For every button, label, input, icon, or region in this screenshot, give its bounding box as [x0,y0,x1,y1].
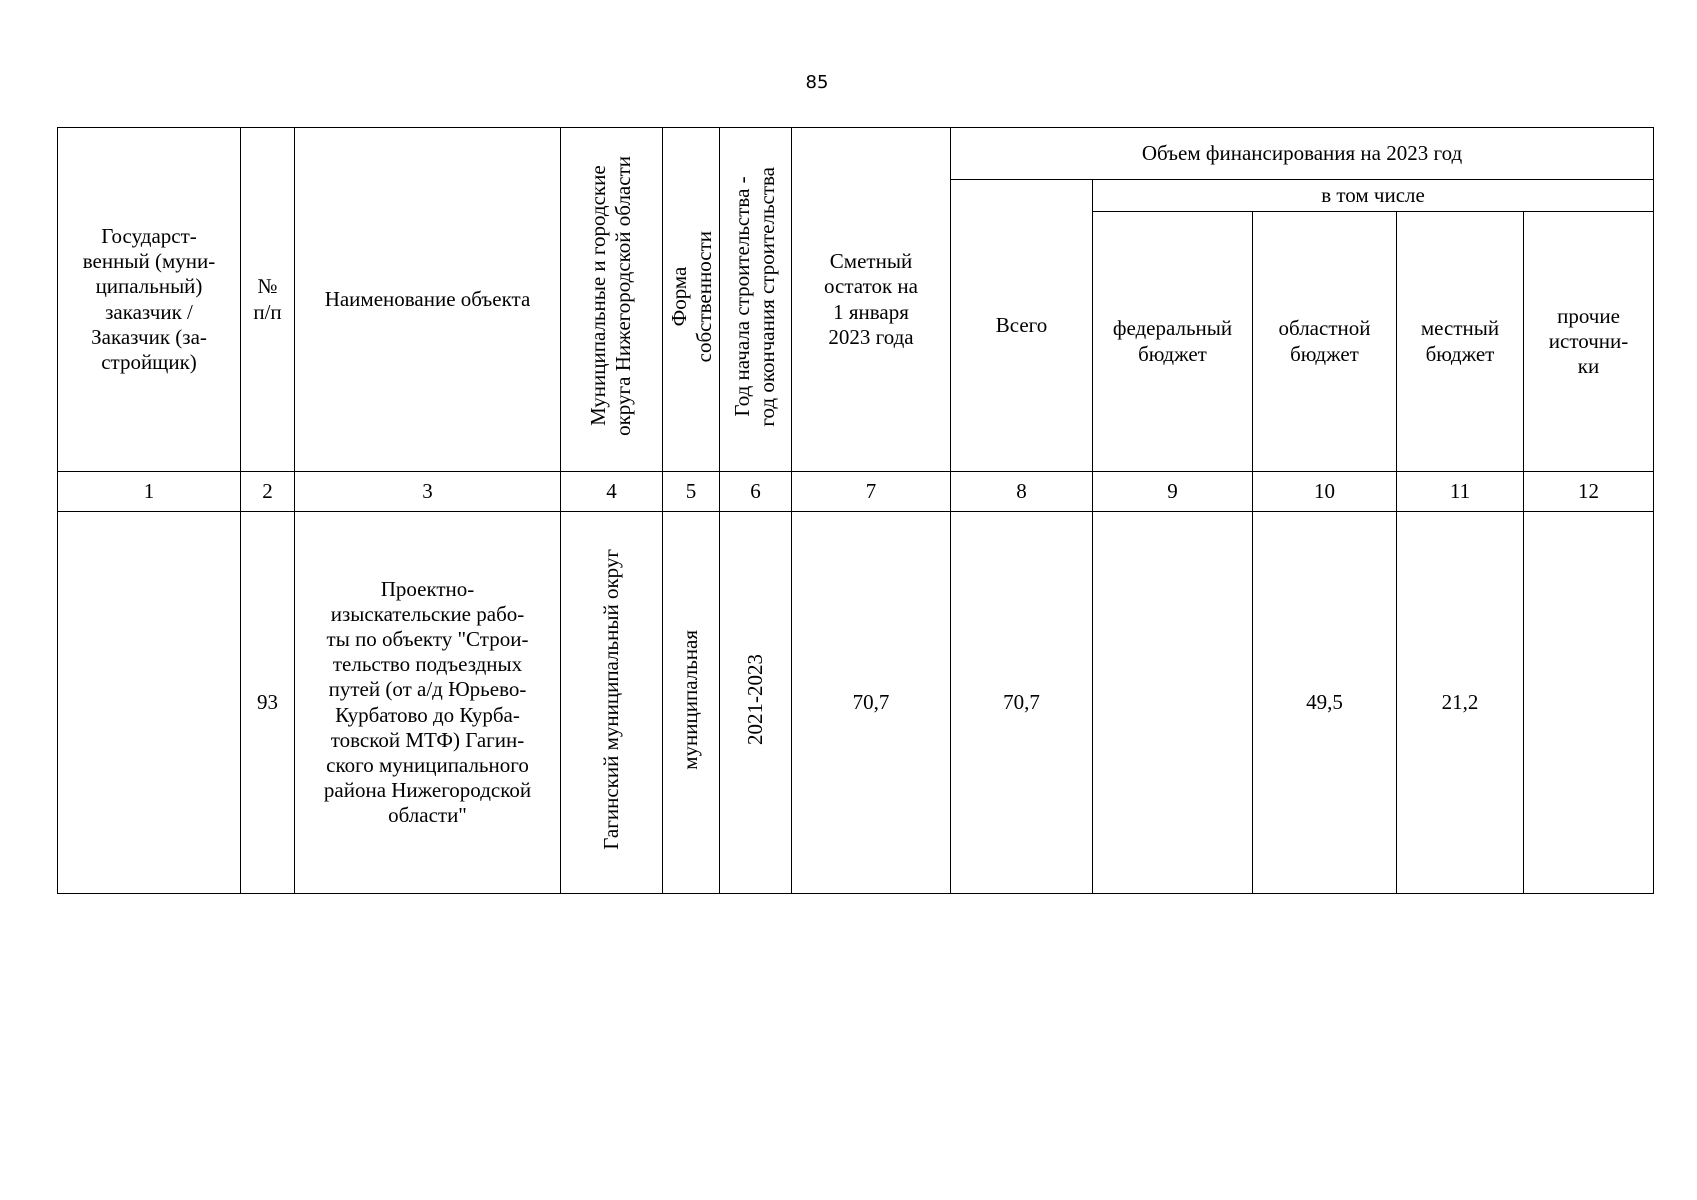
row-total: 70,7 [951,512,1093,894]
row-years: 2021-2023 [742,653,767,745]
header-total: Всего [951,180,1093,472]
capital-investment-table [57,127,1654,894]
column-number: 1 [58,472,241,512]
header-municipality-cell [561,128,663,472]
row-federal-budget [1093,512,1253,894]
table-row [58,512,1654,894]
header-local-budget: местный бюджет [1397,212,1524,472]
row-local-budget: 21,2 [1397,512,1524,894]
column-number: 11 [1397,472,1524,512]
column-number: 12 [1524,472,1654,512]
header-years: Год начала строительства - год окончания строительства [730,166,780,427]
row-regional-budget: 49,5 [1253,512,1397,894]
column-number: 8 [951,472,1093,512]
column-number: 2 [241,472,295,512]
row-customer [58,512,241,894]
row-estimated-remainder: 70,7 [792,512,951,894]
row-ownership-cell [663,512,720,894]
row-municipality: Гагинский муниципальный округ [598,549,623,850]
header-customer: Государст- венный (муни- ципальный) заказчик / Заказчик (за- стройщик) [58,128,241,472]
column-numbers-row [58,472,1654,512]
column-number: 4 [561,472,663,512]
row-years-cell [720,512,792,894]
row-municipality-cell [561,512,663,894]
column-number: 10 [1253,472,1397,512]
header-federal-budget: федеральный бюджет [1093,212,1253,472]
header-regional-budget: областной бюджет [1253,212,1397,472]
header-financing-volume: Объем финансирования на 2023 год [951,128,1654,180]
header-row-number: № п/п [241,128,295,472]
header-other-sources: прочие источни- ки [1524,212,1654,472]
row-number: 93 [241,512,295,894]
header-including: в том числе [1093,180,1654,212]
header-object-name: Наименование объекта [295,128,561,472]
column-number: 6 [720,472,792,512]
column-number: 5 [663,472,720,512]
row-ownership: муниципальная [678,629,703,770]
column-number: 9 [1093,472,1253,512]
row-object-name: Проектно- изыскательские рабо- ты по объекту "Строи- тельство подъездных путей (от а/д Юрьево- Курбатово до Курба- товской МТФ) Гагин- ского муниципального района Нижегородской области" [295,512,561,894]
row-other-sources [1524,512,1654,894]
header-estimated-remainder: Сметный остаток на 1 января 2023 года [792,128,951,472]
header-years-cell [720,128,792,472]
page-number: 85 [805,72,829,93]
header-ownership: Форма собственности [667,230,717,363]
header-municipality: Муниципальные и городские округа Нижегородской области [586,156,636,437]
column-number: 3 [295,472,561,512]
column-number: 7 [792,472,951,512]
header-ownership-cell [663,128,720,472]
